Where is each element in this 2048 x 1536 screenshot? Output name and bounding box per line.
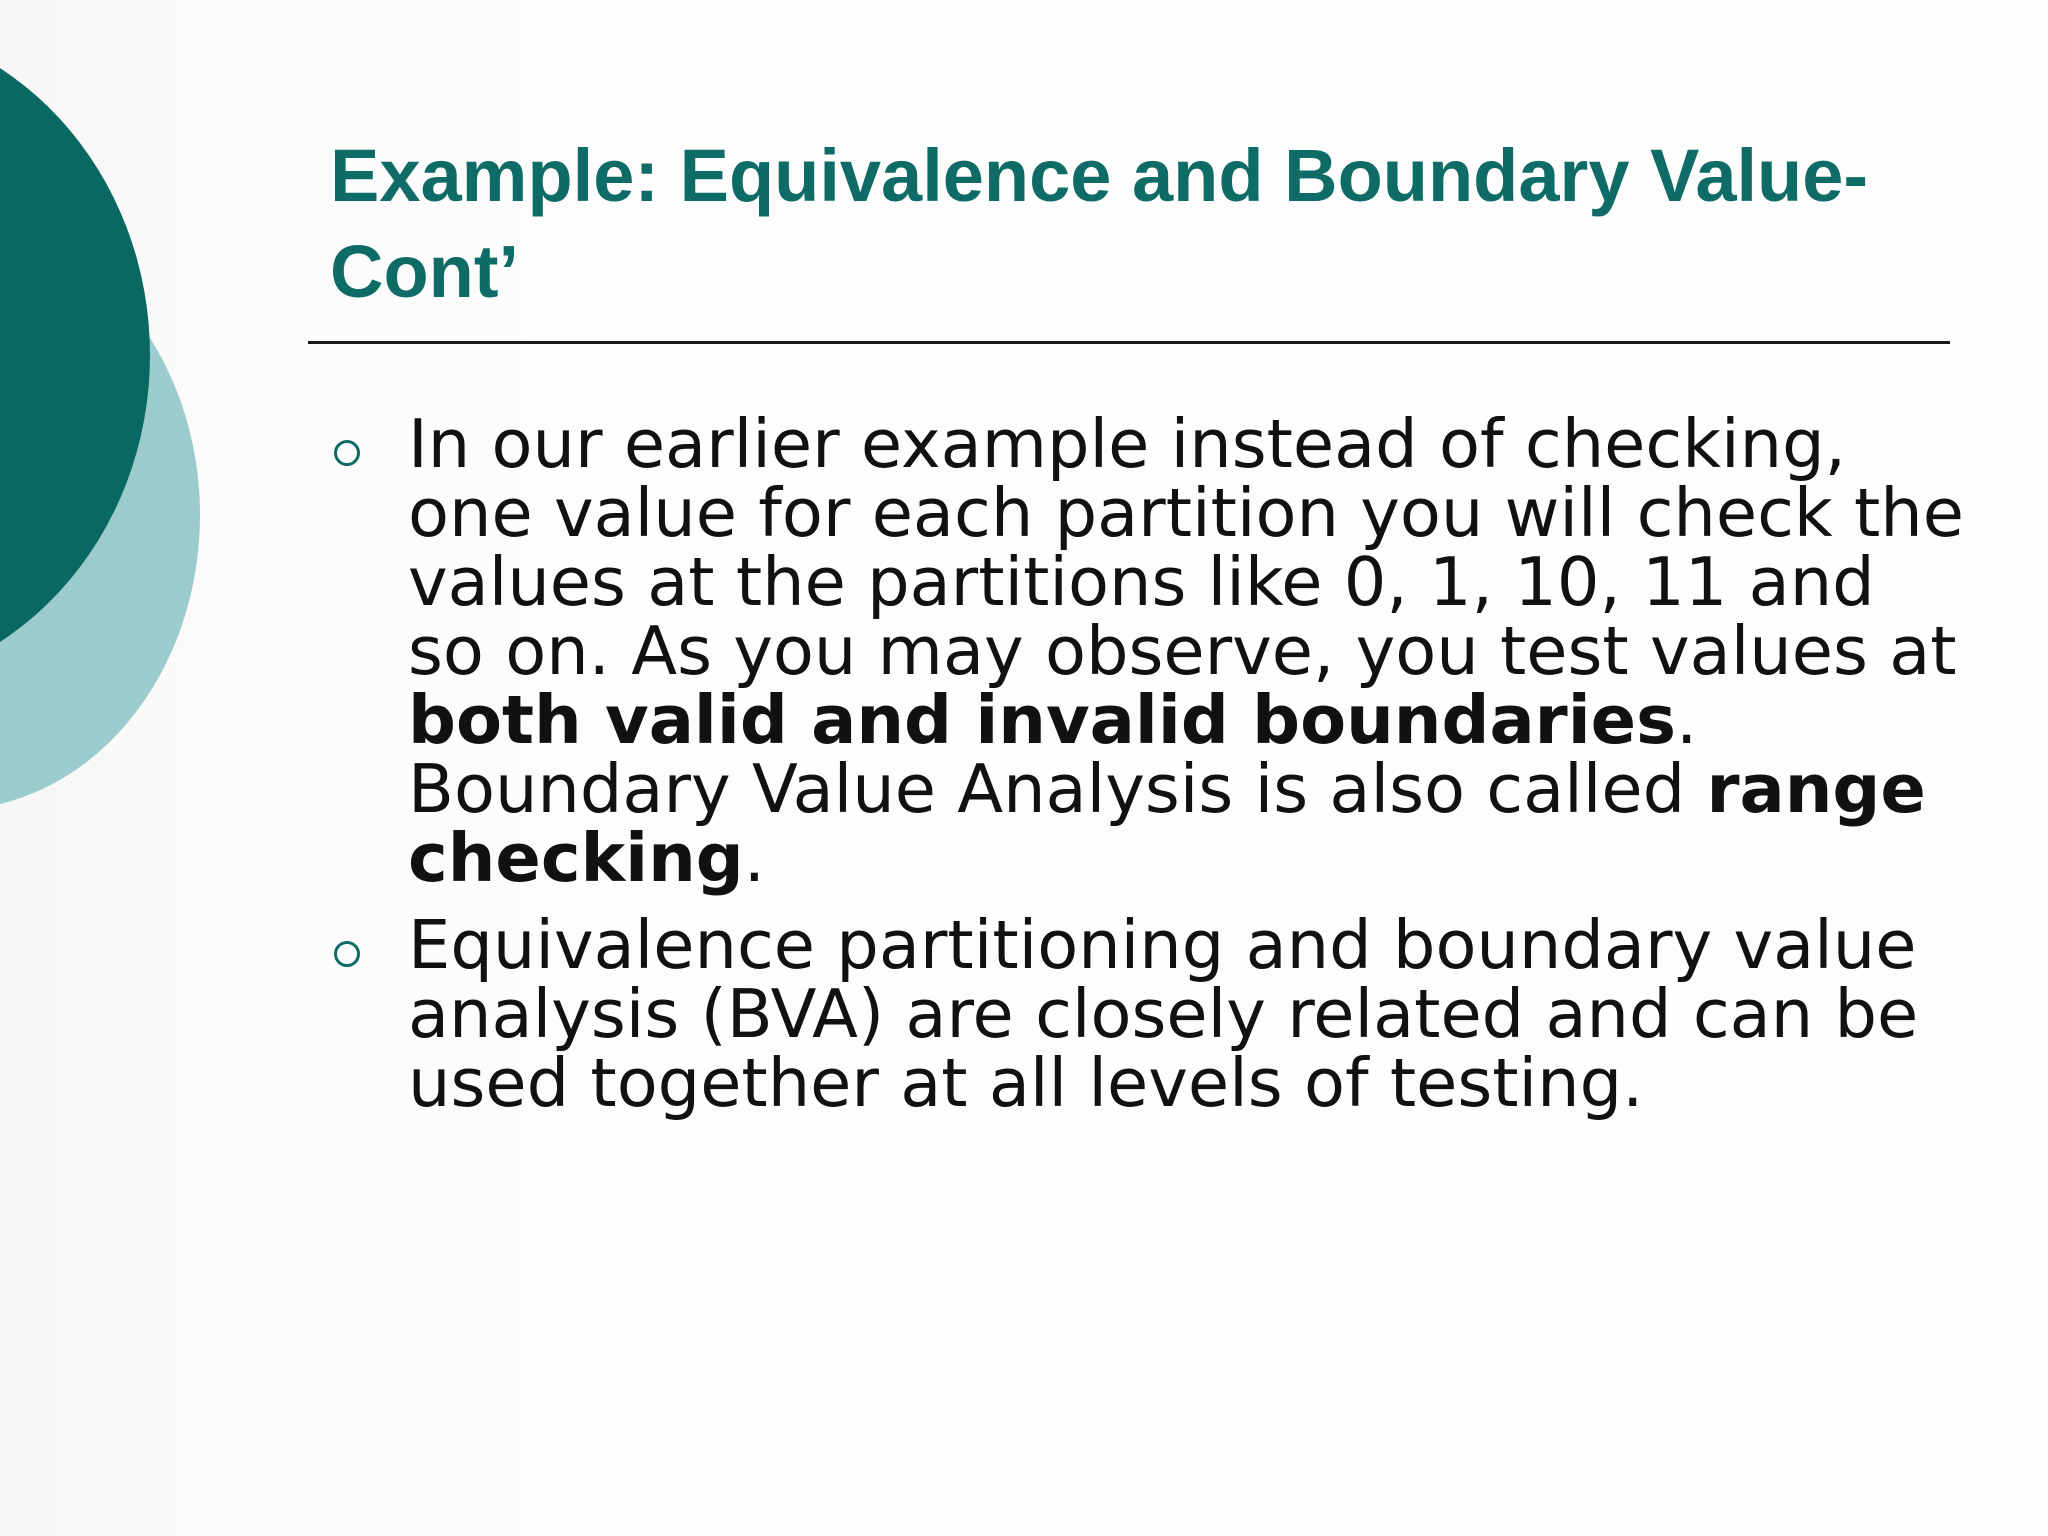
- bullet-text-part: . Boundary Value Analysis is also called: [408, 681, 1707, 828]
- bullet-item-ep-bva-related: [330, 906, 1970, 1122]
- bullet-item-boundary-analysis: [330, 405, 1970, 897]
- bullet-text-part: .: [743, 819, 766, 897]
- bullet-text-part: In our earlier example instead of checking, one value for each partition you will check the values at the partitions like 0, 1, 10, 11 and so on. As you may observe, you test values at: [408, 405, 1964, 690]
- bullet-list: [330, 405, 1970, 1122]
- bullet-text: Equivalence partitioning and boundary value analysis (BVA) are closely related and can be used together at all levels of testing.: [408, 906, 1919, 1122]
- hollow-circle-bullet-icon: [334, 440, 360, 466]
- hollow-circle-bullet-icon: [334, 941, 360, 967]
- bold-text-range-checking: range checking: [408, 750, 1926, 897]
- slide-title: Example: Equivalence and Boundary Value- Cont’: [330, 134, 1869, 313]
- bold-text-valid-invalid-boundaries: both valid and invalid boundaries: [408, 681, 1676, 759]
- title-divider: [308, 341, 1950, 344]
